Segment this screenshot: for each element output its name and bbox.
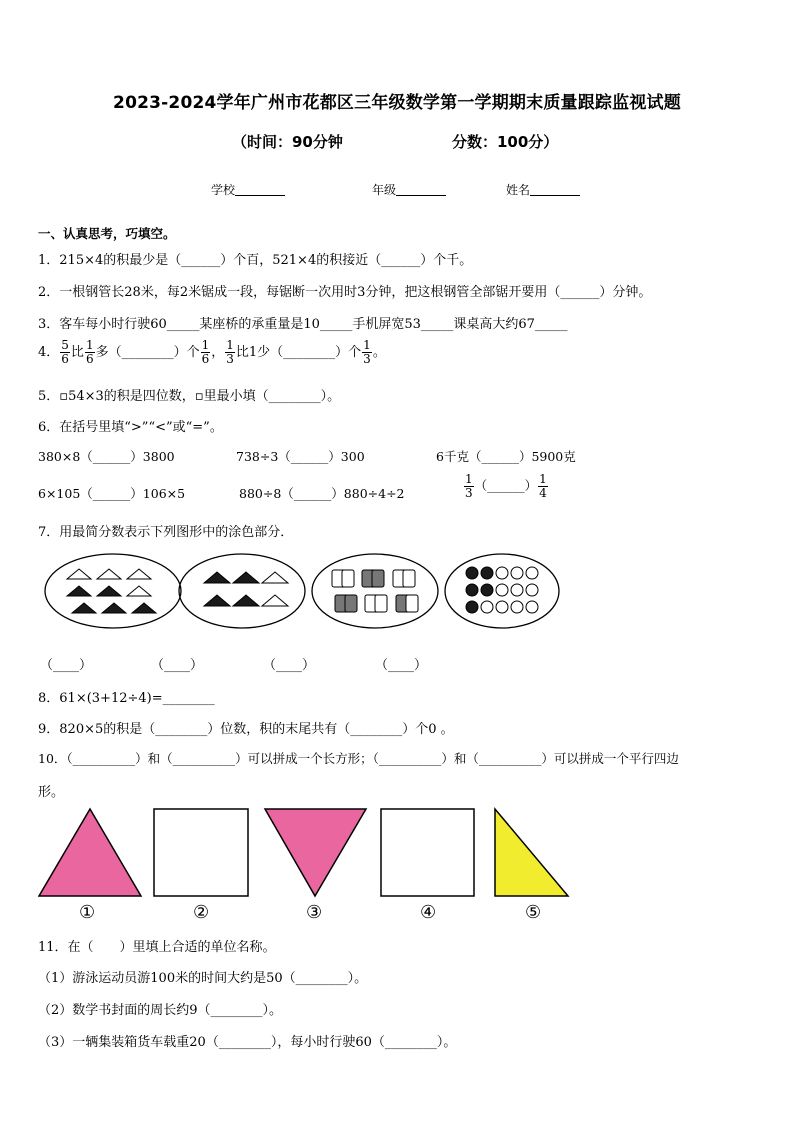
shape-label-3: ③ [306,902,323,923]
exam-score: 分数：100分） [452,133,559,151]
fraction: $\frac{1}{3}$ [226,338,234,366]
shape-label-2: ② [193,902,210,923]
q7-answer-3: （____） [263,658,316,673]
question-6: 6．在括号里填“>”“<”或“=”。 [38,420,223,435]
school-field [211,181,285,198]
q7-answer-1: （____） [40,658,93,673]
question-8: 8．61×(3+12÷4)=________ [38,691,215,706]
question-5: 5．▫54×3的积是四位数，▫里最小填（________）。 [38,389,341,404]
fraction: $\frac{1}{6}$ [201,338,210,366]
name-field [506,181,580,198]
compare-a: 380×8（______）3800 [38,449,175,464]
compare-d: 6×105（______）106×5 [38,486,186,501]
compare-c: 6千克（______）5900克 [436,449,576,464]
fraction: $\frac{1}{3}$ [465,472,473,500]
shape-label-4: ④ [420,902,437,923]
page-title: 2023-2024学年广州市花都区三年级数学第一学期期末质量跟踪监视试题 [113,93,681,113]
question-11: 11．在（ ）里填上合适的单位名称。 [38,940,276,955]
grade-label: 年级 [372,183,397,197]
exam-time: （时间：90分钟 [232,133,343,151]
question-7: 7．用最简分数表示下列图形中的涂色部分． [38,525,294,540]
compare-f: $\frac{1}{3}$ （______） $\frac{1}{4}$ [465,472,547,500]
question-2: 2．一根钢管长28米，每2米锯成一段，每锯断一次用时3分钟，把这根钢管全部锯开要用（______）分钟。 [38,285,652,300]
fraction: $\frac{1}{6}$ [85,338,94,366]
q10-shapes [36,805,576,900]
grade-field [372,181,446,198]
question-3: 3．客车每小时行驶60_____某座桥的承重量是10_____手机屏宽53_____课桌高大约67_____ [38,317,568,332]
school-label: 学校 [211,183,236,197]
q7-answer-2: （____） [151,658,204,673]
compare-b: 738÷3（______）300 [236,449,365,464]
q7-answer-4: （____） [375,658,428,673]
name-label: 姓名 [506,183,531,197]
question-11-3: （3）一辆集装箱货车载重20（________），每小时行驶60（________）。 [38,1035,457,1050]
question-11-1: （1）游泳运动员游100米的时间大约是50（________）。 [38,971,368,986]
fraction: $\frac{1}{3}$ [363,338,371,366]
fraction: $\frac{1}{4}$ [539,472,547,500]
question-11-2: （2）数学书封面的周长约9（________）。 [38,1003,283,1018]
question-4: 4． $\frac{5}{6}$ 比 $\frac{1}{6}$ 多（________）个 $\frac{1}{6}$ ， $\frac{1}{3}$ 比1少（________）个 $\frac{1}{3}$ 。 [38,338,386,366]
question-10: 10．（__________）和（__________）可以拼成一个长方形；（__________）和（__________）可以拼成一个平行四边 [38,751,679,766]
question-1: 1．215×4的积最少是（______）个百，521×4的积接近（______）个千。 [38,253,473,268]
section-title: 一、认真思考，巧填空。 [38,226,176,241]
shape-label-1: ① [79,902,96,923]
shape-label-5: ⑤ [525,902,542,923]
fraction: $\frac{5}{6}$ [61,338,69,366]
question-10-cont: 形。 [38,785,65,800]
shading-figures [40,553,770,633]
question-9: 9．820×5的积是（________）位数，积的末尾共有（________）个0 。 [38,722,454,737]
compare-e: 880÷8（______）880÷4÷2 [239,486,405,501]
